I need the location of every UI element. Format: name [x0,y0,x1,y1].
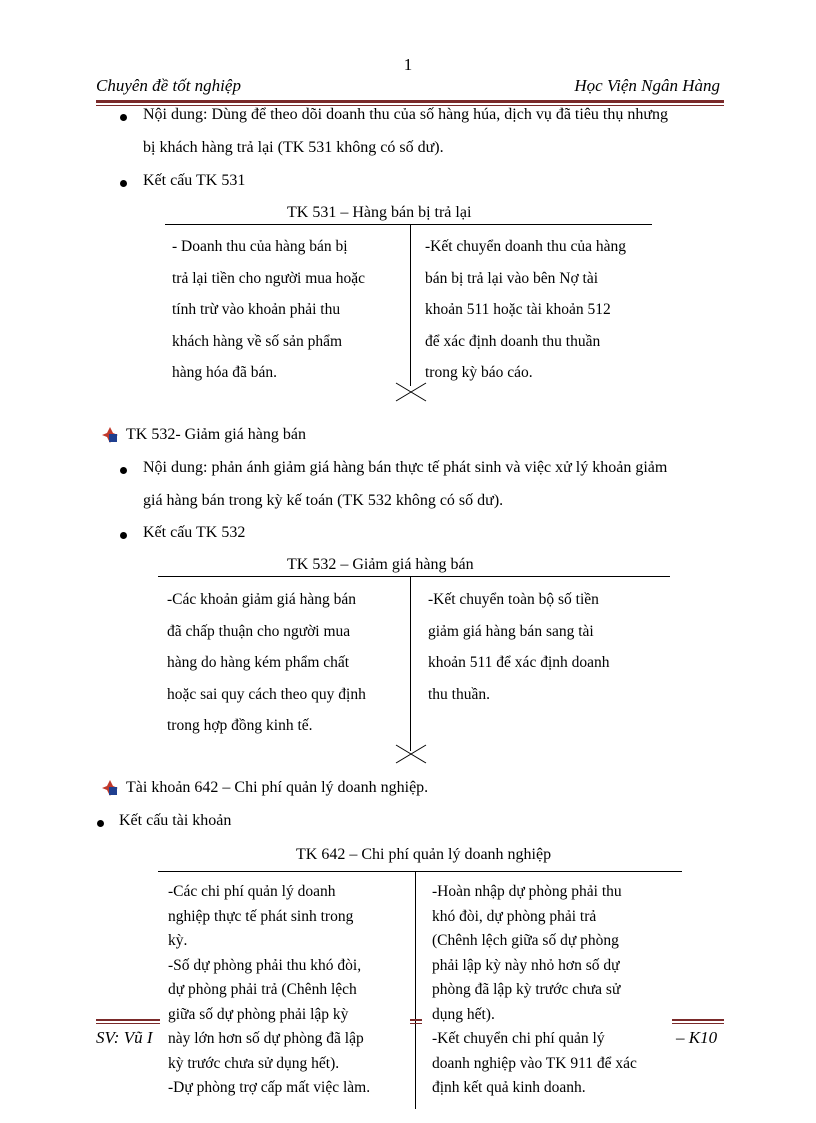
tk532-content-line1: Nội dung: phản ánh giảm giá hàng bán thực tế phát sinh và việc xử lý khoản giảm [143,459,668,476]
tk642-credit-line: dụng hết). [432,1005,495,1023]
tk642-credit-line: (Chênh lệch giữa số dự phòng [432,932,619,949]
tk642-credit-column [432,880,637,1101]
tk642-debit-line: kỳ. [168,932,188,949]
tk531-debit-line: khách hàng về số sản phẩm [172,332,343,350]
tk642-credit-line: -Kết chuyển chi phí quản lý [432,1030,605,1047]
tk531-credit-line: trong kỳ báo cáo. [425,364,533,381]
tk531-debit-line: - Doanh thu của hàng bán bị [172,238,348,255]
tk642-credit-line: doanh nghiệp vào TK 911 để xác [432,1054,637,1072]
tk531-credit-line: -Kết chuyển doanh thu của hàng [425,238,627,255]
bullet-icon [97,820,104,827]
bullet-icon [120,467,127,474]
tk531-credit-column [425,231,626,389]
tk532-credit-line: giảm giá hàng bán sang tài [428,622,594,640]
tk642-debit-line: nghiệp thực tế phát sinh trong [168,907,354,925]
tk531-content-line2: bị khách hàng trả lại (TK 531 không có số dư). [143,139,444,156]
tk642-credit-line: phải lập kỳ này nhỏ hơn số dự [432,956,620,974]
footer-rule-left-thin [96,1023,160,1024]
footer-student-name: SV: Vũ I [96,1028,153,1047]
cross-mark-icon [394,381,428,403]
header-right-title: Học Viện Ngân Hàng [574,76,720,95]
tk642-debit-column [168,880,370,1101]
tk531-credit-line: bán bị trả lại vào bên Nợ tài [425,269,599,287]
footer-rule-right-thin [672,1023,724,1024]
tk642-debit-line: dự phòng phải trả (Chênh lệch [168,981,357,998]
arrow-bullet-icon [101,426,119,444]
footer-rule-center [410,1019,422,1021]
tk532-credit-column [428,584,610,710]
tk531-debit-line: trả lại tiền cho người mua hoặc [172,269,366,287]
tk532-t-top-line [158,576,670,577]
tk642-debit-line: kỳ trước chưa sử dụng hết). [168,1054,340,1072]
footer-rule-left [96,1019,160,1021]
tk531-t-divider [410,224,411,386]
tk642-debit-line: -Các chi phí quản lý doanh [168,883,336,900]
tk642-heading: Tài khoản 642 – Chi phí quản lý doanh nghiệp. [126,779,429,796]
tk642-t-title: TK 642 – Chi phí quản lý doanh nghiệp [296,846,552,863]
tk532-t-divider [410,576,411,751]
tk531-structure-label: Kết cấu TK 531 [143,172,246,189]
tk531-debit-column [172,231,365,389]
tk642-structure-label: Kết cấu tài khoản [119,812,232,829]
tk531-content-line1: Nội dung: Dùng để theo dõi doanh thu của số hàng húa, dịch vụ đã tiêu thụ nhưng [143,106,669,123]
tk532-debit-line: đã chấp thuận cho người mua [167,622,351,640]
tk642-credit-line: khó đòi, dự phòng phải trả [432,907,597,925]
cross-mark-icon [394,743,428,765]
tk642-debit-line: này lớn hơn số dự phòng đã lập [168,1030,364,1047]
tk532-debit-line: trong hợp đồng kinh tế. [167,717,313,734]
header-rule-thick [96,100,724,103]
tk642-t-top-line [158,871,682,872]
tk532-content-line2: giá hàng bán trong kỳ kế toán (TK 532 không có số dư). [143,492,504,509]
bullet-icon [120,180,127,187]
tk531-debit-line: tính trừ vào khoản phải thu [172,301,341,318]
tk642-credit-line: định kết quả kinh doanh. [432,1079,586,1096]
tk532-debit-line: hoặc sai quy cách theo quy định [167,685,366,703]
tk532-debit-line: -Các khoản giảm giá hàng bán [167,591,356,608]
tk531-credit-line: khoản 511 hoặc tài khoản 512 [425,301,611,318]
footer-class-code: – K10 [676,1028,718,1047]
tk642-debit-line: giữa số dự phòng phải lập kỳ [168,1005,349,1023]
tk531-credit-line: để xác định doanh thu thuần [425,332,601,350]
tk532-debit-line: hàng do hàng kém phẩm chất [167,654,350,671]
bullet-icon [120,532,127,539]
tk532-t-title: TK 532 – Giảm giá hàng bán [287,556,474,573]
tk532-debit-column [167,584,366,742]
bullet-icon [120,114,127,121]
page-number: 1 [403,55,413,74]
header-left-title: Chuyên đề tốt nghiệp [96,76,241,95]
footer-rule-center-thin [410,1023,422,1024]
tk642-credit-line: -Hoàn nhập dự phòng phải thu [432,883,622,900]
tk642-debit-line: -Dự phòng trợ cấp mất việc làm. [168,1079,371,1096]
footer-rule-right [672,1019,724,1021]
tk532-credit-line: -Kết chuyển toàn bộ số tiền [428,591,599,608]
tk532-structure-label: Kết cấu TK 532 [143,524,246,541]
tk642-t-divider [415,871,416,1109]
tk642-debit-line: -Số dự phòng phải thu khó đòi, [168,956,362,974]
tk531-t-title: TK 531 – Hàng bán bị trả lại [287,204,472,221]
tk532-heading: TK 532- Giảm giá hàng bán [126,426,306,443]
arrow-bullet-icon [101,779,119,797]
tk532-credit-line: khoản 511 để xác định doanh [428,654,610,671]
tk642-credit-line: phòng đã lập kỳ trước chưa sử [432,981,621,998]
tk531-debit-line: hàng hóa đã bán. [172,364,278,381]
tk531-t-top-line [165,224,652,225]
tk532-credit-line: thu thuần. [428,685,490,703]
